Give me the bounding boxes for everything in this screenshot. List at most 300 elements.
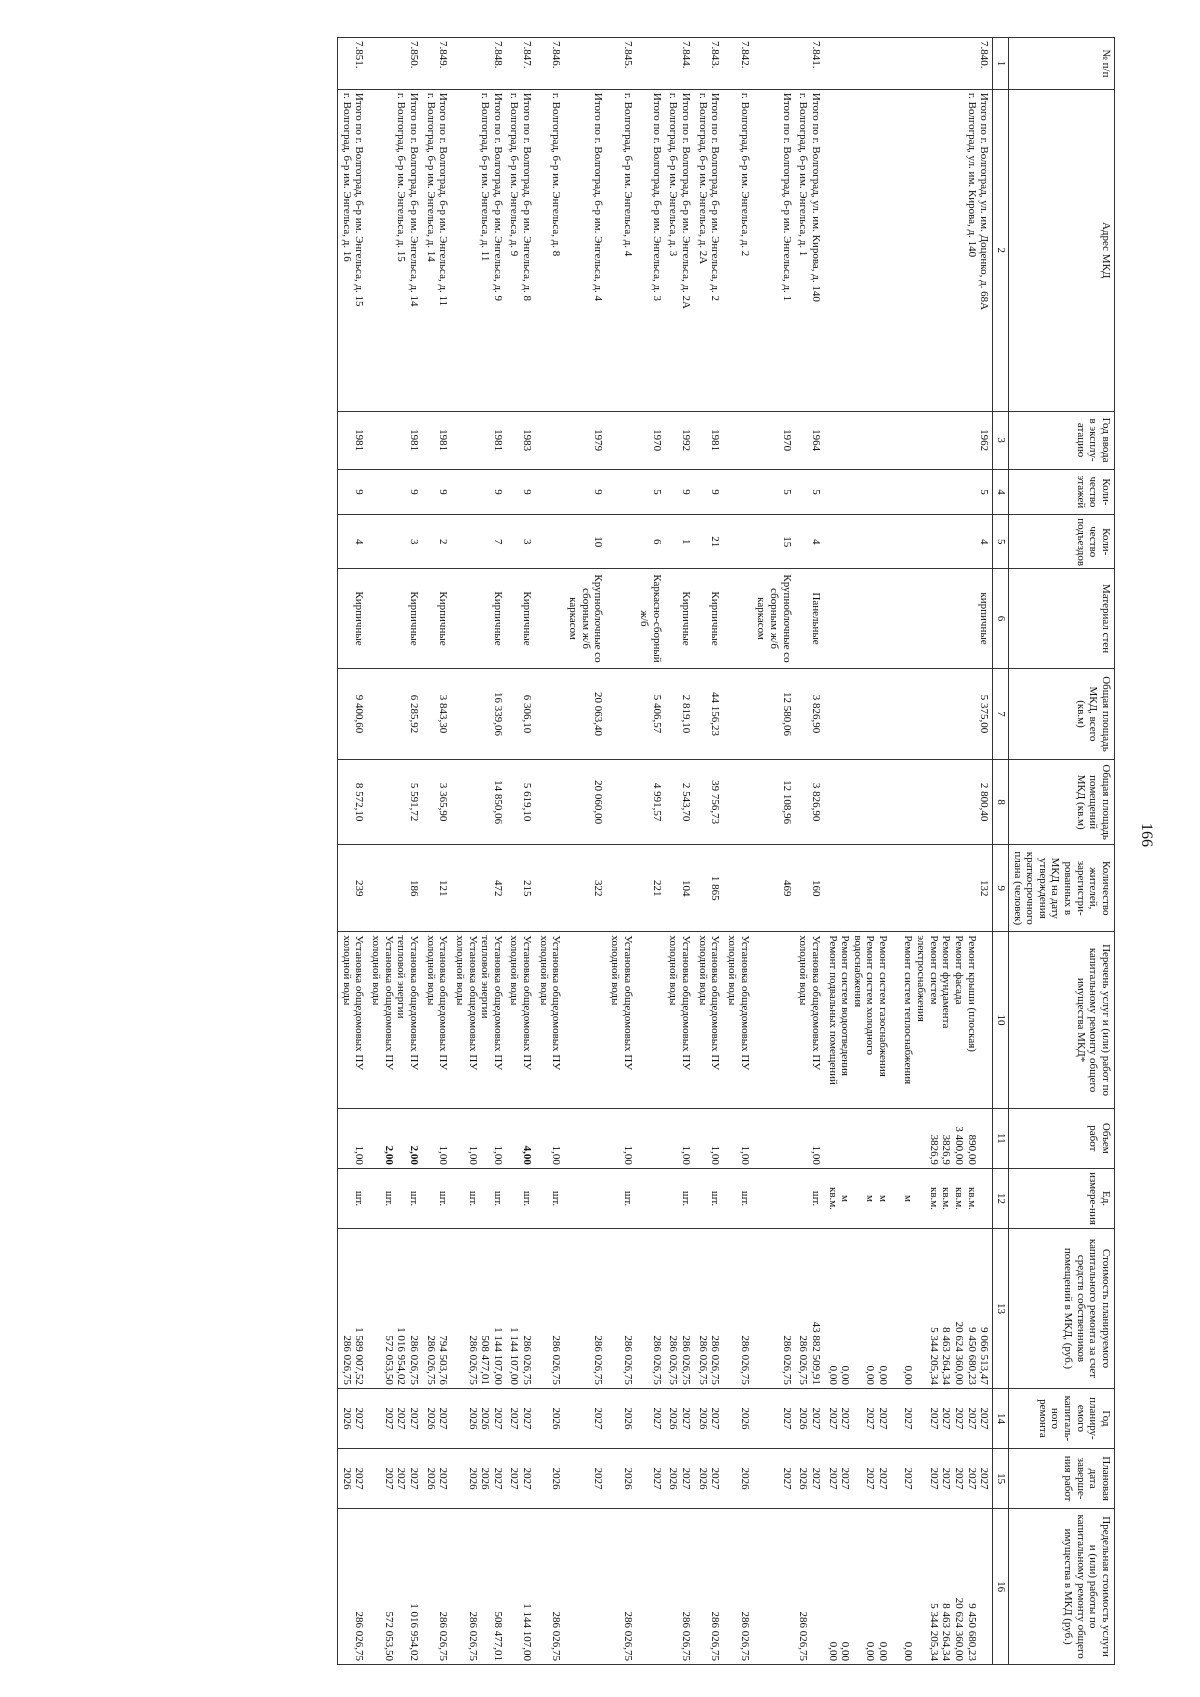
unit-cell-line [780,1172,793,1225]
address-cell [723,89,752,411]
total-area-cell: 9 400,60 [338,668,368,759]
row-number: 7.849. [422,38,451,90]
volume-cell-line [424,1112,437,1165]
works-cell-line: холодной воды [453,935,466,1006]
plan-year-cell [564,1388,606,1448]
plan-year-cell-line: 2027 [592,1407,605,1430]
cost-cell-line [914,1232,927,1385]
limit-cost-cell-line [395,1512,408,1661]
volume-cell [422,1108,451,1168]
plan-year-cell-line: 2027 [780,1407,793,1430]
limit-cost-cell-line [592,1512,605,1661]
cost-cell-line: 0,00 [877,1365,890,1385]
limit-cost-cell-line: 572 053,50 [382,1611,395,1661]
plan-year-cell [451,1388,506,1448]
plan-year-cell-line [537,1392,550,1445]
column-number: 1 [993,38,1009,90]
total-area-cell [606,668,635,759]
finish-date-cell-line: 2026 [466,1467,479,1490]
finish-date-cell-line: 2026 [479,1467,492,1490]
row-number: 7.847. [506,38,535,90]
cost-cell [606,1229,635,1389]
works-cell-line: холодной воды [726,935,739,1006]
cost-cell-line: 5 344 205,34 [927,1327,940,1385]
limit-cost-cell-line [369,1512,382,1661]
cost-cell-line: 0,00 [864,1365,877,1385]
limit-cost-cell [795,1509,824,1665]
volume-cell-line [780,1112,793,1165]
volume-cell [665,1108,694,1168]
entrances-cell: 4 [338,515,368,569]
unit-cell [506,1168,535,1228]
volume-cell-line: 1,00 [621,1145,634,1165]
cost-cell-line: 1 016 954,02 [395,1327,408,1385]
header-row [1008,38,1114,1665]
address-cell-line: Итого по г. Волгоград, б-р им. Энгельса, д. 3 [650,92,663,302]
finish-date-cell-line: 2027 [353,1467,366,1490]
plan-year-cell [795,1388,824,1448]
address-cell-line: г. Волгоград, ул. им. Кирова, д. 140 [965,92,978,258]
unit-cell-line: м [877,1195,890,1202]
premises-area-cell: 4 991,57 [636,760,665,845]
cost-cell-line: 286 026,75 [340,1335,353,1385]
unit-cell-line: кв.м. [952,1187,965,1210]
cost-cell-line: 20 624 360,00 [952,1321,965,1385]
unit-cell-line: шт. [521,1190,534,1207]
volume-cell-line: 1,00 [809,1145,822,1165]
finish-date-cell-line: 2027 [382,1467,395,1490]
works-cell-line: Установка общедомовых ПУ [466,935,479,1071]
cost-cell-line: 286 026,75 [680,1335,693,1385]
column-number-row [993,38,1009,1665]
cost-cell [564,1229,606,1389]
limit-cost-cell [338,1509,368,1665]
unit-cell-line: м [902,1195,915,1202]
plan-year-cell-line: 2026 [340,1407,353,1430]
finish-date-cell-line: 2026 [696,1467,709,1490]
volume-cell [506,1108,535,1168]
volume-cell-line: 1,00 [491,1145,504,1165]
plan-year-cell-line: 2027 [864,1407,877,1430]
finish-date-cell [564,1449,606,1509]
finish-date-cell [338,1449,368,1509]
column-number: 2 [993,89,1009,411]
finish-date-cell-line [453,1452,466,1505]
cost-cell-line: 286 026,75 [797,1335,810,1385]
limit-cost-cell-line [851,1512,864,1661]
year-cell: 1970 [753,411,795,469]
floors-cell: 9 [564,469,606,515]
plan-year-cell-line: 2027 [709,1407,722,1430]
volume-cell-line: 1,00 [466,1145,479,1165]
works-cell-line: Ремонт систем газоснабжения [877,935,890,1077]
entrances-cell: 4 [795,515,824,569]
cost-cell [824,1229,993,1389]
unit-cell [723,1168,752,1228]
row-number [564,38,606,90]
unit-cell-line [537,1172,550,1225]
plan-year-cell-line: 2027 [508,1407,521,1430]
unit-cell-line: кв.м. [940,1187,953,1210]
finish-date-cell-line: 2027 [780,1467,793,1490]
works-cell-line: Установка общедомовых ПУ [550,935,563,1071]
works-cell [451,932,506,1108]
wall-material-cell: кирпичные [824,569,993,669]
floors-cell: 9 [422,469,451,515]
cost-cell-line [889,1232,902,1385]
cost-cell-line: 43 882 509,91 [809,1321,822,1385]
finish-date-cell-line [851,1452,864,1505]
limit-cost-cell-line [608,1512,621,1661]
address-cell [795,89,824,411]
works-cell-line: Ремонт фундамента [940,935,953,1029]
works-cell-line: Ремонт фасада [952,935,965,1005]
address-cell [636,89,665,411]
residents-cell: 121 [422,845,451,932]
works-cell [753,932,795,1108]
capital-repair-table [337,37,1115,1665]
works-cell-line: холодной воды [340,935,353,1006]
floors-cell: 5 [795,469,824,515]
address-cell-line: Итого по г. Волгоград, б-р им. Энгельса, д. 2А [680,92,693,309]
address-cell-line: г. Волгоград, б-р им. Энгельса, д. 4 [621,92,634,257]
finish-date-cell-line: 2027 [902,1467,915,1490]
address-cell-line: г. Волгоград, б-р им. Энгельса, д. 3 [667,92,680,257]
address-cell-line: Итого по г. Волгоград, б-р им. Энгельса, д. 14 [407,92,420,307]
volume-cell-line: 1,00 [738,1145,751,1165]
unit-cell [753,1168,795,1228]
finish-date-cell-line: 2026 [738,1467,751,1490]
finish-date-cell-line: 2027 [965,1467,978,1490]
finish-date-cell-line: 2027 [940,1467,953,1490]
column-number: 4 [993,469,1009,515]
column-number: 6 [993,569,1009,669]
works-cell-line: Ремонт систем [927,935,940,1005]
floors-cell: 9 [665,469,694,515]
volume-cell-line [608,1112,621,1165]
limit-cost-cell [606,1509,635,1665]
volume-cell-line [508,1112,521,1165]
finish-date-cell-line: 2026 [667,1467,680,1490]
finish-date-cell [422,1449,451,1509]
address-cell-line: Итого по г. Волгоград, б-р им. Энгельса, д. 1 [780,92,793,302]
floors-cell: 9 [367,469,422,515]
cost-cell [422,1229,451,1389]
entrances-cell [535,515,564,569]
cost-cell-line: 286 026,75 [709,1335,722,1385]
address-cell-line: г. Волгоград, б-р им. Энгельса, д. 14 [424,92,437,262]
unit-cell-line: кв.м. [826,1187,839,1210]
works-cell-line: Установка общедомовых ПУ [709,935,722,1071]
plan-year-cell-line: 2027 [491,1407,504,1430]
unit-cell-line [453,1172,466,1225]
entrances-cell: 4 [824,515,993,569]
volume-cell-line [650,1112,663,1165]
year-cell: 1981 [451,411,506,469]
row-number: 7.843. [694,38,723,90]
cost-cell-line: 0,00 [826,1365,839,1385]
works-cell-line: Ремонт систем холодного [864,935,877,1056]
volume-cell-line: 1,00 [550,1145,563,1165]
address-cell [451,89,506,411]
unit-cell-line: шт. [550,1190,563,1207]
unit-cell [451,1168,506,1228]
column-number: 16 [993,1509,1009,1665]
works-cell [723,932,752,1108]
address-cell-line: Итого по г. Волгоград, б-р им. Энгельса, д. 8 [521,92,534,302]
limit-cost-cell-line [537,1512,550,1661]
works-cell-line: Установка общедомовых ПУ [621,935,634,1071]
works-cell-line: холодной воды [370,935,383,1006]
plan-year-cell-line: 2027 [952,1407,965,1430]
floors-cell: 9 [451,469,506,515]
row-number [636,38,665,90]
plan-year-cell-line [453,1392,466,1445]
unit-cell-line: шт. [466,1190,479,1207]
finish-date-cell-line: 2027 [491,1467,504,1490]
works-cell-line: Установка общедомовых ПУ [809,935,822,1071]
address-cell-line: Итого по г. Волгоград, ул. им. Кирова, д. 140 [809,92,822,302]
residents-cell: 239 [338,845,368,932]
cost-cell [753,1229,795,1389]
cost-cell-line [608,1232,621,1385]
plan-year-cell-line: 2027 [395,1407,408,1430]
floors-cell: 9 [338,469,368,515]
cost-cell-line [453,1232,466,1385]
volume-cell-line [696,1112,709,1165]
cost-cell-line [851,1232,864,1385]
finish-date-cell [824,1449,993,1509]
finish-date-cell-line: 2027 [709,1467,722,1490]
finish-date-cell-line: 2027 [437,1467,450,1490]
finish-date-cell [665,1449,694,1509]
works-cell-line: холодной воды [424,935,437,1006]
works-cell-line [650,935,663,1104]
plan-year-cell-line: 2027 [437,1407,450,1430]
table-row [451,38,506,1665]
floors-cell: 5 [636,469,665,515]
finish-date-cell-line: 2027 [809,1467,822,1490]
volume-cell-line [395,1112,408,1165]
plan-year-cell-line [369,1392,382,1445]
cost-cell-line: 794 503,76 [437,1335,450,1385]
volume-cell [606,1108,635,1168]
cost-cell-line: 9 450 680,23 [965,1327,978,1385]
limit-cost-cell-line: 20 624 360,00 [952,1597,965,1661]
works-cell [606,932,635,1108]
unit-cell-line: шт. [491,1190,504,1207]
unit-cell-line [608,1172,621,1225]
plan-year-cell-line: 2026 [550,1407,563,1430]
finish-date-cell-line: 2026 [424,1467,437,1490]
wall-material-cell [723,569,752,669]
premises-area-cell: 2 800,40 [824,760,993,845]
plan-year-cell-line: 2026 [621,1407,634,1430]
cost-cell-line: 0,00 [902,1365,915,1385]
limit-cost-cell-line [453,1512,466,1661]
volume-cell-line: 1,00 [437,1145,450,1165]
address-cell-line: г. Волгоград, б-р им. Энгельса, д. 11 [479,92,492,262]
volume-cell-line [797,1112,810,1165]
address-cell [564,89,606,411]
finish-date-cell-line: 2027 [592,1467,605,1490]
plan-year-cell-line: 2027 [650,1407,663,1430]
entrances-cell: 3 [367,515,422,569]
table-row [606,38,635,1665]
works-cell-line: холодной воды [696,935,709,1006]
works-cell-line: холодной воды [608,935,621,1006]
residents-cell: 186 [367,845,422,932]
plan-year-cell [338,1388,368,1448]
limit-cost-cell [451,1509,506,1665]
volume-cell [795,1108,824,1168]
column-header: Предельная стоимость услуги и (или) работы по капитальному ремонту общего имущества в МКД (руб.) [1008,1509,1114,1665]
column-header: Коли-чество этажей [1008,469,1114,515]
table-row [564,38,606,1665]
limit-cost-cell-line: 1 016 954,02 [407,1603,420,1661]
finish-date-cell [506,1449,535,1509]
limit-cost-cell-line: 9 450 680,23 [965,1603,978,1661]
wall-material-cell: Крупноблочные со сборным ж/б каркасом [753,569,795,669]
plan-year-cell [367,1388,422,1448]
volume-cell-line: 4,00 [521,1145,534,1165]
total-area-cell: 6 285,92 [367,668,422,759]
page-number: 166 [1138,823,1155,847]
total-area-cell: 3 826,90 [795,668,824,759]
plan-year-cell [606,1388,635,1448]
finish-date-cell-line: 2027 [395,1467,408,1490]
cost-cell-line: 8 463 264,34 [940,1327,953,1385]
entrances-cell: 1 [665,515,694,569]
works-cell [795,932,824,1108]
residents-cell: 215 [506,845,535,932]
column-number: 14 [993,1388,1009,1448]
works-cell-line: холодной воды [537,935,550,1006]
unit-cell-line [395,1172,408,1225]
limit-cost-cell-line [889,1512,902,1661]
address-cell-line: г. Волгоград, б-р им. Энгельса, д. 15 [395,92,408,262]
finish-date-cell [606,1449,635,1509]
unit-cell-line [479,1172,492,1225]
premises-area-cell: 8 572,10 [338,760,368,845]
unit-cell-line [696,1172,709,1225]
column-header: Перечень услуг и (или) работ по капитальному ремонту общего имущества МКД* [1008,932,1114,1108]
year-cell [606,411,635,469]
limit-cost-cell-line [809,1512,822,1661]
finish-date-cell-line [369,1452,382,1505]
works-cell [636,932,665,1108]
table-row [694,38,723,1665]
wall-material-cell: Кирпичные [367,569,422,669]
plan-year-cell [753,1388,795,1448]
unit-cell-line [914,1172,927,1225]
address-cell-line: Итого по г. Волгоград, б-р им. Энгельса, д. 9 [491,92,504,302]
year-cell: 1979 [564,411,606,469]
total-area-cell: 6 306,10 [506,668,535,759]
column-header: Адрес МКД [1008,89,1114,411]
unit-cell [665,1168,694,1228]
cost-cell-line: 286 026,75 [780,1335,793,1385]
volume-cell [338,1108,368,1168]
column-number: 9 [993,845,1009,932]
residents-cell: 160 [795,845,824,932]
address-cell [367,89,422,411]
volume-cell-line: 3826,9 [927,1134,940,1165]
limit-cost-cell-line [667,1512,680,1661]
unit-cell-line: шт. [709,1190,722,1207]
table-row [795,38,824,1665]
plan-year-cell-line: 2026 [424,1407,437,1430]
cost-cell-line: 0,00 [839,1365,852,1385]
plan-year-cell-line: 2027 [965,1407,978,1430]
column-number: 11 [993,1108,1009,1168]
plan-year-cell-line: 2026 [696,1407,709,1430]
cost-cell [636,1229,665,1389]
finish-date-cell-line: 2027 [839,1467,852,1490]
volume-cell-line [839,1112,852,1165]
works-cell-line: тепловой энергии [395,935,408,1019]
limit-cost-cell-line: 0,00 [902,1641,915,1661]
unit-cell-line: шт. [382,1190,395,1207]
works-cell [422,932,451,1108]
finish-date-cell [636,1449,665,1509]
limit-cost-cell-line: 0,00 [864,1641,877,1661]
plan-year-cell-line: 2027 [353,1407,366,1430]
volume-cell-line [369,1112,382,1165]
address-cell [665,89,694,411]
column-number: 10 [993,932,1009,1108]
limit-cost-cell-line: 286 026,75 [466,1611,479,1661]
residents-cell: 1 865 [694,845,723,932]
volume-cell-line [453,1112,466,1165]
cost-cell [451,1229,506,1389]
plan-year-cell-line: 2027 [521,1407,534,1430]
finish-date-cell-line: 2026 [550,1467,563,1490]
volume-cell-line [902,1112,915,1165]
plan-year-cell-line: 2027 [826,1407,839,1430]
limit-cost-cell [665,1509,694,1665]
works-cell-line: холодной воды [667,935,680,1006]
wall-material-cell: Кирпичные [451,569,506,669]
row-number: 7.850. [367,38,422,90]
unit-cell-line [797,1172,810,1225]
address-cell [694,89,723,411]
column-number: 7 [993,668,1009,759]
plan-year-cell-line: 2027 [407,1407,420,1430]
finish-date-cell-line: 2027 [978,1467,991,1490]
cost-cell-line: 286 026,75 [696,1335,709,1385]
table-row [422,38,451,1665]
works-cell-line: Установка общедомовых ПУ [382,935,395,1071]
cost-cell-line: 286 026,75 [667,1335,680,1385]
residents-cell: 322 [564,845,606,932]
volume-cell-line [851,1112,864,1165]
cost-cell-line: 9 066 513,47 [978,1327,991,1385]
year-cell: 1981 [367,411,422,469]
cost-cell [694,1229,723,1389]
year-cell: 1962 [824,411,993,469]
finish-date-cell-line: 2027 [877,1467,890,1490]
volume-cell-line [537,1112,550,1165]
total-area-cell: 44 156,23 [694,668,723,759]
volume-cell-line: 1,00 [353,1145,366,1165]
cost-cell [338,1229,368,1389]
column-number: 15 [993,1449,1009,1509]
premises-area-cell [606,760,635,845]
works-cell-line: Установка общедомовых ПУ [521,935,534,1071]
finish-date-cell [451,1449,506,1509]
limit-cost-cell-line: 286 026,75 [680,1611,693,1661]
